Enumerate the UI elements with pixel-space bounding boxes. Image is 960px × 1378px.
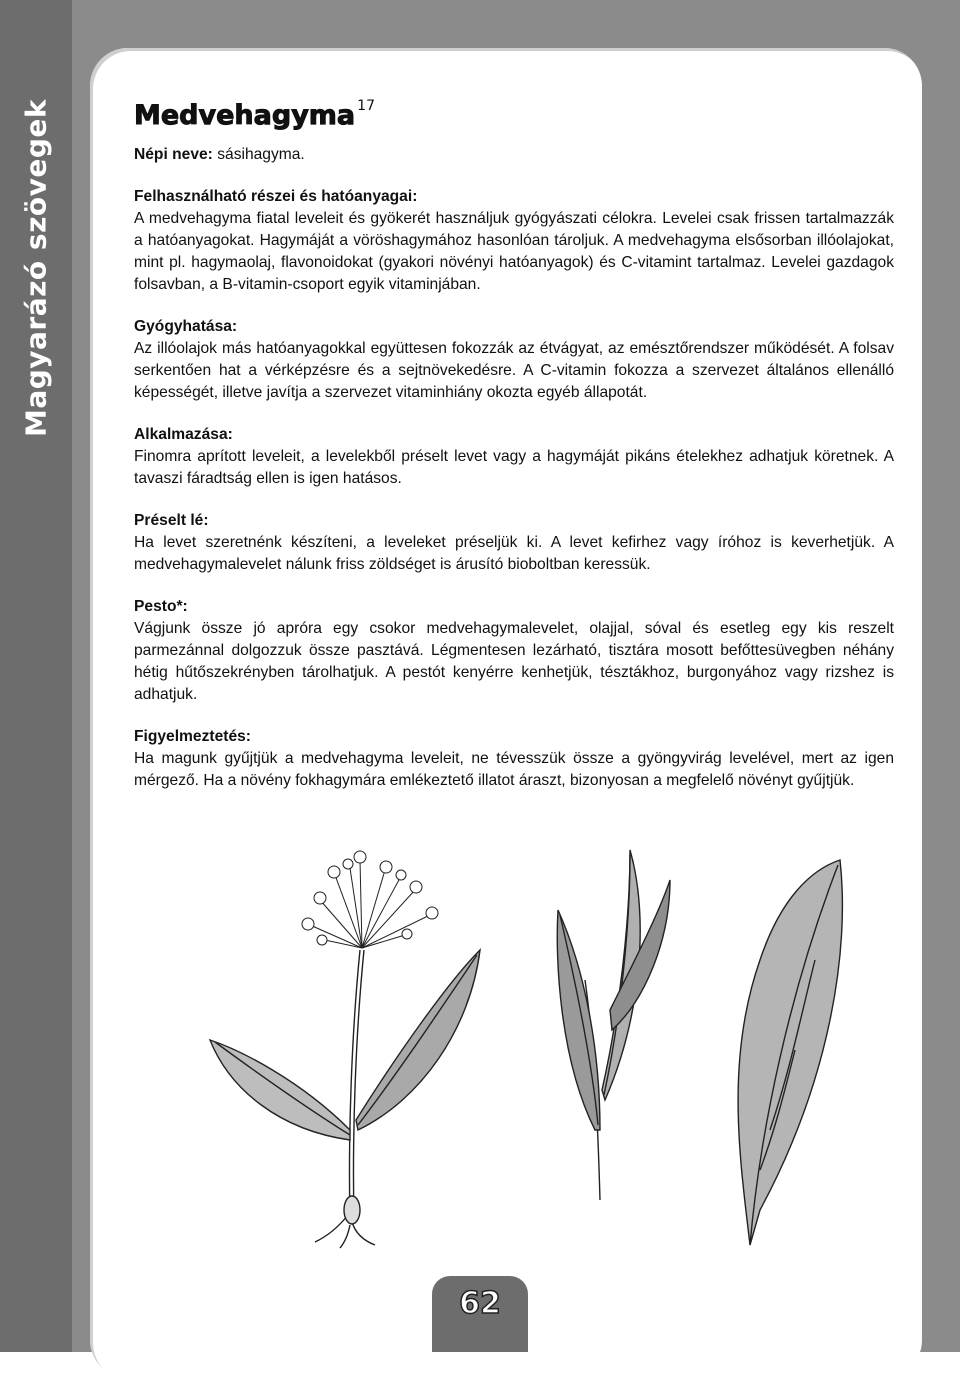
section-parts — [134, 186, 894, 296]
page-number: 62 — [459, 1286, 501, 1321]
section-juice — [134, 510, 894, 576]
leaf-illustration — [738, 860, 842, 1245]
section-heading: Felhasználható részei és hatóanyagai: — [134, 188, 418, 205]
section-text: Ha levet szeretnénk készíteni, a leveleket préseljük ki. A levet kefirhez vagy íróhoz is keverhetjük. A medvehagymalevelet nálunk friss zöldséget is árusító bioboltban keressük. — [134, 534, 894, 573]
section-usage — [134, 424, 894, 490]
section-heading: Pesto*: — [134, 598, 188, 615]
section-text: Vágjunk össze jó apróra egy csokor medvehagymalevelet, olajjal, sóval és esetleg egy kis reszelt parmezánnal dolgozzuk össze pasztává. Légmentesen lezárható, tisztára mosott befőttesüvegben néhány hétig hűtőszekrényben tárolhatjuk. A pestót kenyérre kenhetjük, tésztákhoz, burgonyához vagy rizshez is adhatjuk. — [134, 620, 894, 703]
folk-name — [134, 144, 894, 166]
section-pesto — [134, 596, 894, 706]
section-heading: Gyógyhatása: — [134, 318, 238, 335]
page-number-tab — [432, 1276, 528, 1352]
lily-of-the-valley-illustration — [557, 850, 670, 1200]
folk-name-value: sásihagyma. — [217, 146, 305, 163]
title-text: Medvehagyma — [134, 100, 356, 131]
section-warning — [134, 726, 894, 792]
section-label: Magyarázó szövegek — [19, 98, 53, 438]
section-text: Finomra aprított leveleit, a levelekből préselt levet vagy a hagymáját pikáns ételekhez adhatjuk köretnek. A tavaszi fáradtság ellen is igen hatásos. — [134, 448, 894, 487]
section-effect — [134, 316, 894, 404]
section-text: A medvehagyma fiatal leveleit és gyökerét használjuk gyógyászati célokra. Levelei csak frissen tartalmazzák a hatóanyagokat. Hagymáját a vöröshagymához hasonlóan tároljuk. A medvehagyma elsősorban illóolajokat, mint pl. hagymaolaj, flavonoidokat (gyakori növényi hatóanyagok) és C-vitamint tartalmaz. Levelei gazdagok folsavban, a B-vitamin-csoport egyik vitaminjában. — [134, 210, 894, 293]
folk-name-label: Népi neve: — [134, 146, 213, 163]
article-content — [134, 88, 894, 812]
page-title — [134, 88, 894, 134]
side-strip — [0, 0, 72, 1352]
wild-garlic-plant-illustration — [210, 851, 480, 1248]
plant-illustrations — [200, 830, 920, 1250]
title-footnote: 17 — [357, 98, 375, 114]
section-heading: Alkalmazása: — [134, 426, 233, 443]
section-text: Ha magunk gyűjtjük a medvehagyma leveleit, ne tévesszük össze a gyöngyvirág levelével, mert az igen mérgező. Ha a növény fokhagymára emlékeztető illatot áraszt, bizonyosan a megfelelő növényt gyűjtjük. — [134, 750, 894, 789]
section-heading: Préselt lé: — [134, 512, 209, 529]
section-text: Az illóolajok más hatóanyagokkal együttesen fokozzák az étvágyat, az emésztőrendszer működését. A folsav serkentően hat a vérképzésre és a sejtnövekedésre. A C-vitamin fokozza a szervezet általános ellenálló képességét, illetve javítja a szervezet vitaminhiány okozta egyéb állapotát. — [134, 340, 894, 401]
section-heading: Figyelmeztetés: — [134, 728, 251, 745]
